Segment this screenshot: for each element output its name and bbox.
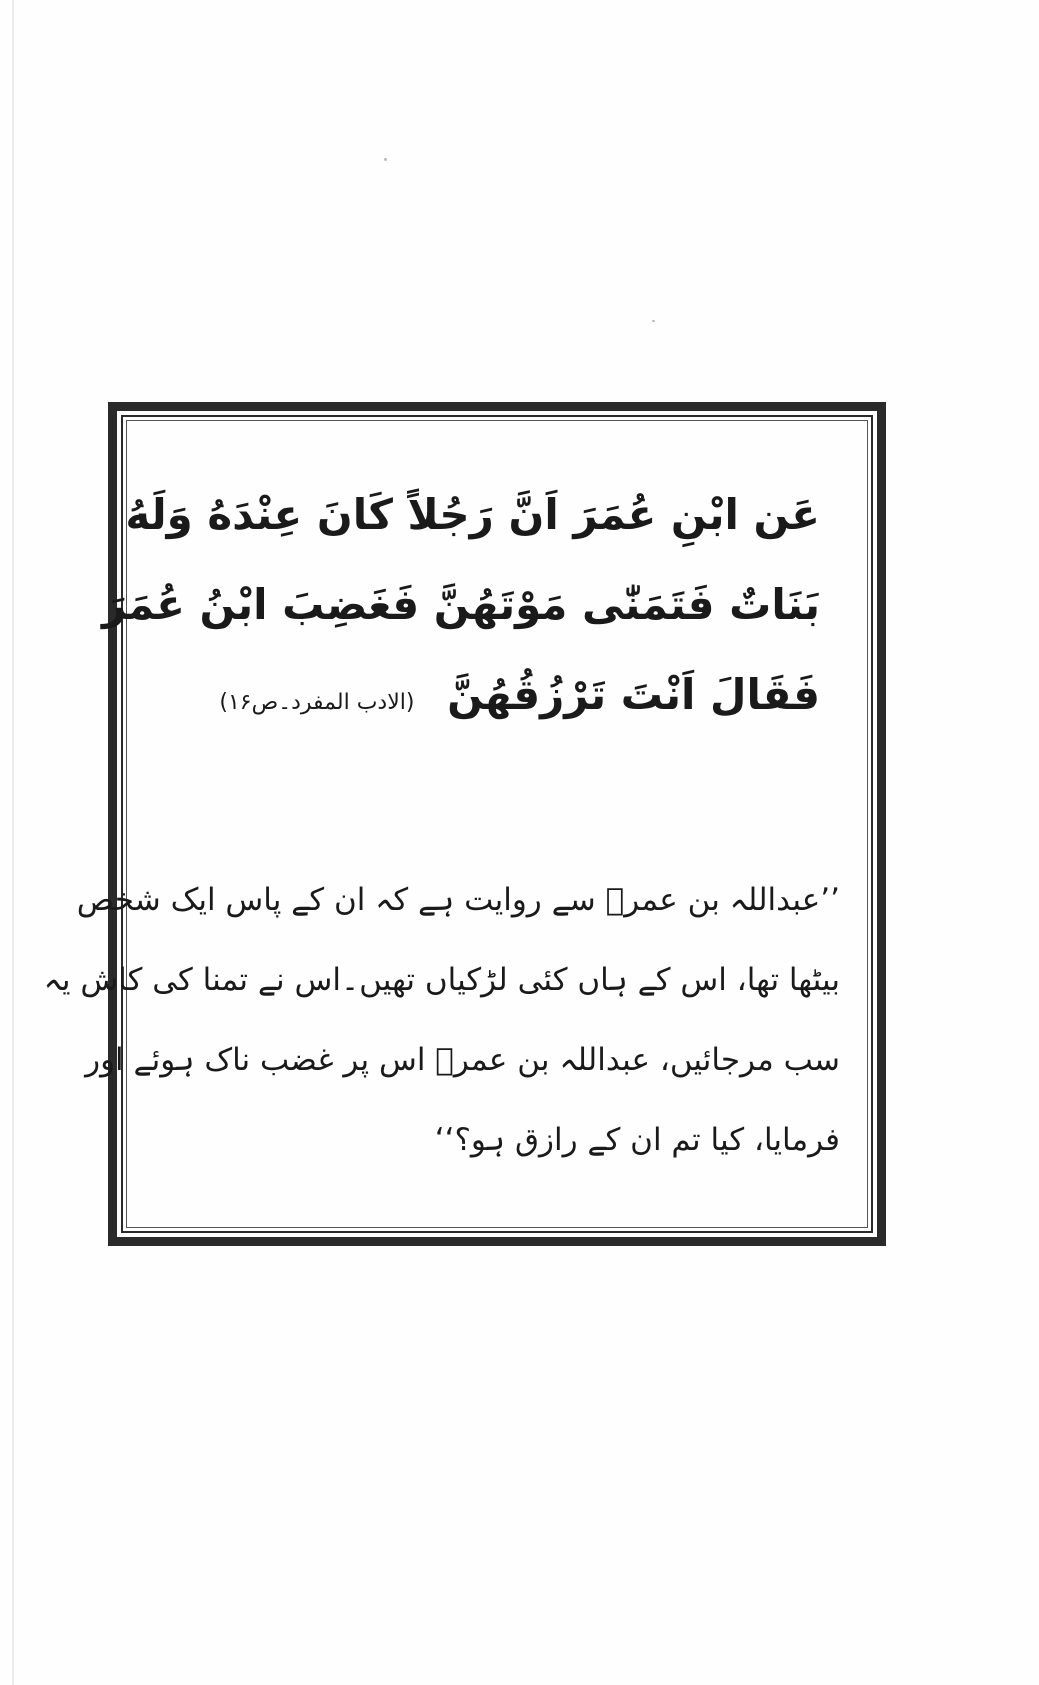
urdu-line: ’’عبداللہ بن عمرؓ سے روایت ہے کہ ان کے پاس ایک شخص	[76, 882, 840, 918]
scan-speck	[652, 320, 655, 322]
arabic-line-text: فَقَالَ اَنْتَ تَرْزُقُهُنَّ	[447, 670, 820, 719]
urdu-translation	[43, 860, 840, 1180]
urdu-line: سب مرجائیں، عبداللہ بن عمرؓ اس پر غضب ناک ہوئے اور	[85, 1042, 840, 1078]
arabic-hadith	[101, 470, 820, 740]
arabic-line: بَنَاتٌ فَتَمَنّٰى مَوْتَهُنَّ فَغَضِبَ ابْنُ عُمَرَ	[101, 580, 820, 629]
hadith-reference: (الادب المفرد۔ص۱۶)	[219, 690, 415, 715]
urdu-line: فرمایا، کیا تم ان کے رازق ہو؟‘‘	[434, 1122, 840, 1158]
urdu-line: بیٹھا تھا، اس کے ہاں کئی لڑکیاں تھیں۔اس نے تمنا کی کاش یہ	[43, 962, 840, 998]
arabic-line: عَن ابْنِ عُمَرَ اَنَّ رَجُلاً كَانَ عِنْدَهُ وَلَهُ	[125, 490, 820, 539]
scan-speck	[384, 158, 387, 161]
arabic-line	[170, 650, 820, 740]
scan-edge	[12, 0, 14, 1685]
